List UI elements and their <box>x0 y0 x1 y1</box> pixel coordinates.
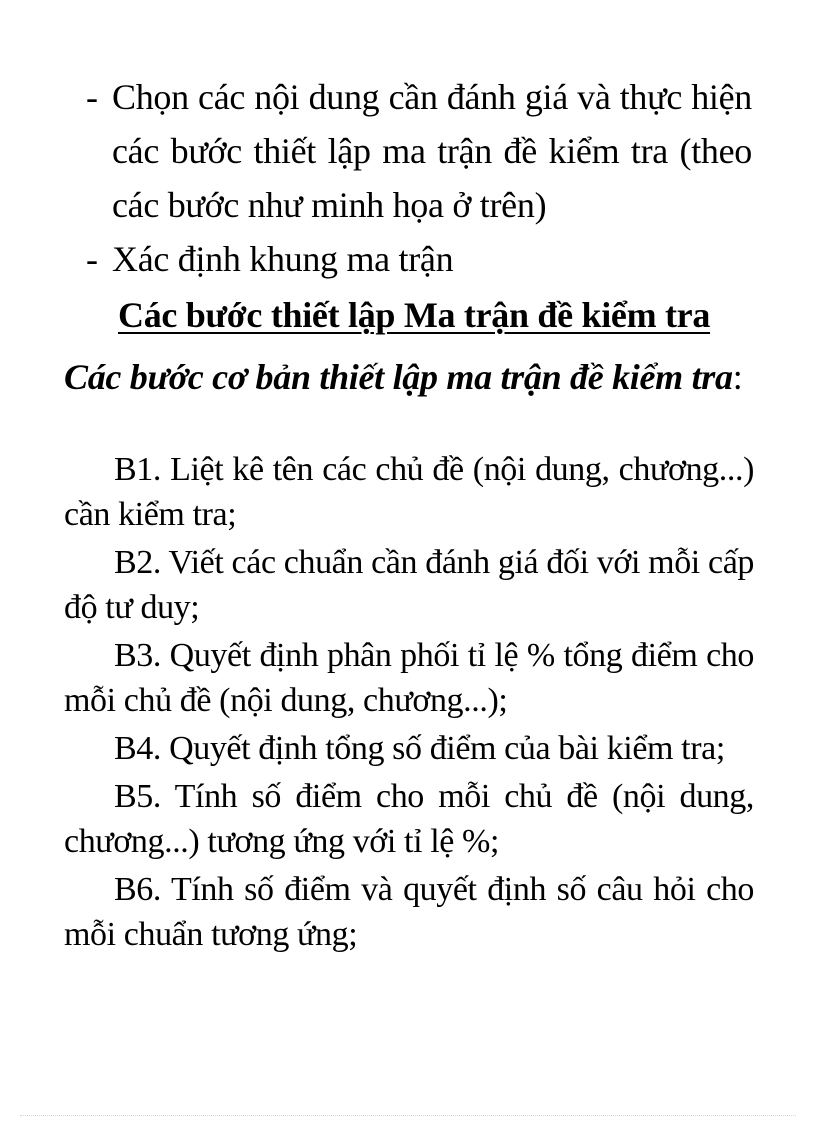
step-b5: B5. Tính số điểm cho mỗi chủ đề (nội dung, chương...) tương ứng với tỉ lệ %; <box>64 778 754 860</box>
bullet-dash: - <box>86 77 98 117</box>
step-b1: B1. Liệt kê tên các chủ đề (nội dung, chương...) cần kiểm tra; <box>64 451 754 533</box>
steps-list <box>64 447 754 960</box>
step-b6: B6. Tính số điểm và quyết định số câu hỏi cho mỗi chuẩn tương ứng; <box>64 871 754 953</box>
step-b4: B4. Quyết định tổng số điểm của bài kiểm tra; <box>114 730 725 767</box>
step-b3: B3. Quyết định phân phối tỉ lệ % tổng điểm cho mỗi chủ đề (nội dung, chương...); <box>64 637 754 719</box>
step-b2: B2. Viết các chuẩn cần đánh giá đối với mỗi cấp độ tư duy; <box>64 544 754 626</box>
section-heading: Các bước thiết lập Ma trận đề kiểm tra <box>118 295 711 335</box>
bullet-dash: - <box>86 239 98 279</box>
bullet-text: Chọn các nội dung cần đánh giá và thực hiện các bước thiết lập ma trận đề kiểm tra (theo các bước như minh họa ở trên) <box>112 77 752 225</box>
subheading-colon: : <box>732 357 743 397</box>
subheading-italic-text: Các bước cơ bản thiết lập ma trận đề kiểm tra <box>64 357 733 397</box>
page-bottom-divider <box>20 1115 796 1116</box>
section-subheading <box>64 352 754 402</box>
bullet-text: Xác định khung ma trận <box>112 239 454 279</box>
